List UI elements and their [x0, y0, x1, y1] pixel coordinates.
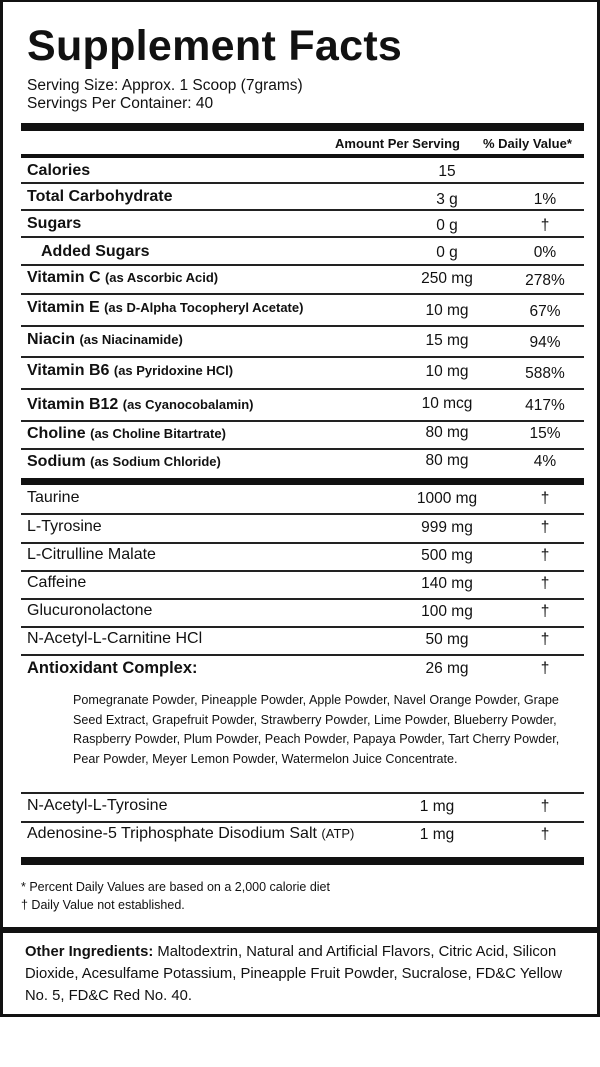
footnote-not-established: † Daily Value not established.: [21, 898, 185, 912]
row-divider: [21, 542, 584, 544]
nutrient-row-sugars: [21, 214, 584, 242]
row-divider: [21, 182, 584, 184]
row-divider: [21, 792, 584, 794]
ingredient-row-antioxidant-complex: [21, 659, 584, 687]
row-divider: [21, 325, 584, 327]
nutrient-dv: 1%: [533, 191, 557, 208]
nutrient-dv: 588%: [525, 365, 565, 382]
row-divider: [21, 821, 584, 823]
row-divider: [21, 420, 584, 422]
nutrient-amount: 10 mg: [425, 302, 469, 319]
ingredient-amount: 500 mg: [421, 547, 473, 564]
nutrient-row-sodium: [21, 452, 584, 480]
nutrient-dv: 15%: [529, 425, 561, 442]
servings-per-container: Servings Per Container: 40: [27, 95, 214, 112]
ingredient-amount: 999 mg: [421, 519, 473, 536]
row-divider: [21, 388, 584, 390]
ingredient-name: L-Citrulline Malate: [27, 546, 156, 563]
ingredient-amount: 50 mg: [425, 631, 469, 648]
serving-size: Serving Size: Approx. 1 Scoop (7grams): [27, 77, 303, 94]
nutrient-name: Added Sugars: [41, 243, 150, 260]
thick-divider: [21, 857, 584, 865]
ingredient-name: Antioxidant Complex:: [27, 659, 198, 677]
row-divider: [21, 356, 584, 358]
ingredient-amount: 100 mg: [421, 603, 473, 620]
other-ingredients-label: Other Ingredients:: [25, 944, 154, 960]
other-ingredients-list: Maltodextrin, Natural and Artificial Flavors, Citric Acid, Silicon Dioxide, Acesulfame Potassium, Pineapple Fruit Powder, Sucralose, FD&C Yellow No. 5, FD&C Red No. 40.: [25, 944, 563, 1004]
ingredient-amount: 1000 mg: [416, 490, 478, 507]
row-divider: [21, 654, 584, 656]
row-divider: [21, 448, 584, 450]
nutrient-row-vitamin-b6: [21, 361, 584, 389]
ingredient-dv: †: [540, 603, 550, 620]
nutrient-amount: 80 mg: [425, 424, 469, 441]
nutrient-amount: 250 mg: [421, 270, 473, 287]
ingredient-dv: †: [540, 798, 550, 815]
row-divider: [21, 513, 584, 515]
ingredient-name: N-Acetyl-L-Carnitine HCl: [27, 630, 203, 647]
nutrient-amount: 15 mg: [425, 332, 469, 349]
nutrient-dv: 278%: [525, 272, 565, 289]
ingredient-row-atp: [21, 825, 584, 853]
nutrient-name: Sugars: [27, 215, 82, 232]
row-divider: [21, 293, 584, 295]
nutrient-name: Vitamin B12: [27, 396, 119, 413]
ingredient-name: L-Tyrosine: [27, 518, 102, 535]
ingredient-amount: 1 mg: [419, 798, 455, 815]
ingredient-name: Caffeine: [27, 574, 87, 591]
row-divider: [21, 264, 584, 266]
nutrient-name: Choline: [27, 425, 86, 442]
ingredient-amount: 1 mg: [419, 826, 455, 843]
nutrient-source: (as Niacinamide): [79, 332, 183, 347]
ingredient-dv: †: [540, 631, 550, 648]
header-divider: [21, 154, 584, 158]
ingredient-name: N-Acetyl-L-Tyrosine: [27, 797, 168, 814]
nutrient-dv: 417%: [525, 397, 565, 414]
footnote-daily-values: * Percent Daily Values are based on a 2,000 calorie diet: [21, 880, 330, 894]
antioxidant-blend-list: Pomegranate Powder, Pineapple Powder, Apple Powder, Navel Orange Powder, Grape Seed Extract, Grapefruit Powder, Strawberry Powder, Lime Powder, Blueberry Powder, Raspberry Powder, Plum Powder, Peach Powder, Papaya Powder, Tart Cherry Powder, Pear Powder, Meyer Lemon Powder, Watermelon Juice Concentrate.: [73, 693, 560, 766]
nutrient-row-calories: [21, 161, 584, 189]
row-divider: [21, 598, 584, 600]
ingredient-name: Adenosine-5 Triphosphate Disodium Salt: [27, 825, 317, 842]
nutrient-dv: 94%: [529, 334, 561, 351]
nutrient-name: Calories: [27, 162, 91, 179]
nutrient-dv: 67%: [529, 303, 561, 320]
ingredient-dv: †: [540, 490, 550, 507]
nutrient-amount: 10 mg: [425, 363, 469, 380]
nutrient-amount: 10 mcg: [421, 395, 473, 412]
nutrient-amount: 15: [438, 163, 456, 180]
ingredient-dv: †: [540, 660, 550, 677]
nutrient-dv: 4%: [533, 453, 557, 470]
nutrient-source: (as Sodium Chloride): [90, 454, 221, 469]
nutrient-row-vitamin-b12: [21, 394, 584, 422]
nutrient-source: (as Choline Bitartrate): [90, 426, 226, 441]
nutrient-source: (as Cyanocobalamin): [122, 397, 254, 412]
row-divider: [21, 209, 584, 211]
panel-title: Supplement Facts: [27, 22, 403, 70]
nutrient-row-niacin: [21, 330, 584, 358]
ingredient-dv: †: [540, 575, 550, 592]
nutrient-source: (as D-Alpha Tocopheryl Acetate): [104, 300, 304, 315]
ingredient-dv: †: [540, 826, 550, 843]
dv-header: % Daily Value*: [483, 136, 572, 151]
row-divider: [21, 236, 584, 238]
row-divider: [21, 570, 584, 572]
row-divider: [21, 626, 584, 628]
nutrient-amount: 3 g: [436, 191, 458, 208]
nutrient-amount: 0 g: [436, 244, 458, 261]
nutrient-amount: 80 mg: [425, 452, 469, 469]
nutrient-name: Total Carbohydrate: [27, 188, 173, 205]
amount-header: Amount Per Serving: [335, 136, 460, 151]
nutrient-name: Vitamin E: [27, 299, 100, 316]
ingredient-abbrev: (ATP): [321, 826, 355, 841]
ingredient-amount: 140 mg: [421, 575, 473, 592]
nutrient-row-total-carbohydrate: [21, 187, 584, 215]
nutrient-row-vitamin-e: [21, 299, 584, 327]
nutrient-name: Sodium: [27, 453, 86, 470]
nutrient-dv: 0%: [533, 244, 557, 261]
other-ingredients-box: [0, 930, 600, 1017]
nutrient-source: (as Ascorbic Acid): [104, 270, 219, 285]
nutrient-name: Vitamin C: [27, 269, 101, 286]
nutrient-amount: 0 g: [436, 217, 458, 234]
thick-divider: [21, 123, 584, 131]
ingredient-name: Taurine: [27, 489, 80, 506]
ingredient-amount: 26 mg: [425, 660, 469, 677]
nutrient-name: Niacin: [27, 331, 76, 348]
ingredient-name: Glucuronolactone: [27, 602, 153, 619]
ingredient-dv: †: [540, 547, 550, 564]
thick-divider: [21, 478, 584, 485]
nutrient-dv: †: [540, 217, 550, 234]
ingredient-dv: †: [540, 519, 550, 536]
nutrient-name: Vitamin B6: [27, 362, 110, 379]
nutrient-source: (as Pyridoxine HCl): [113, 363, 234, 378]
